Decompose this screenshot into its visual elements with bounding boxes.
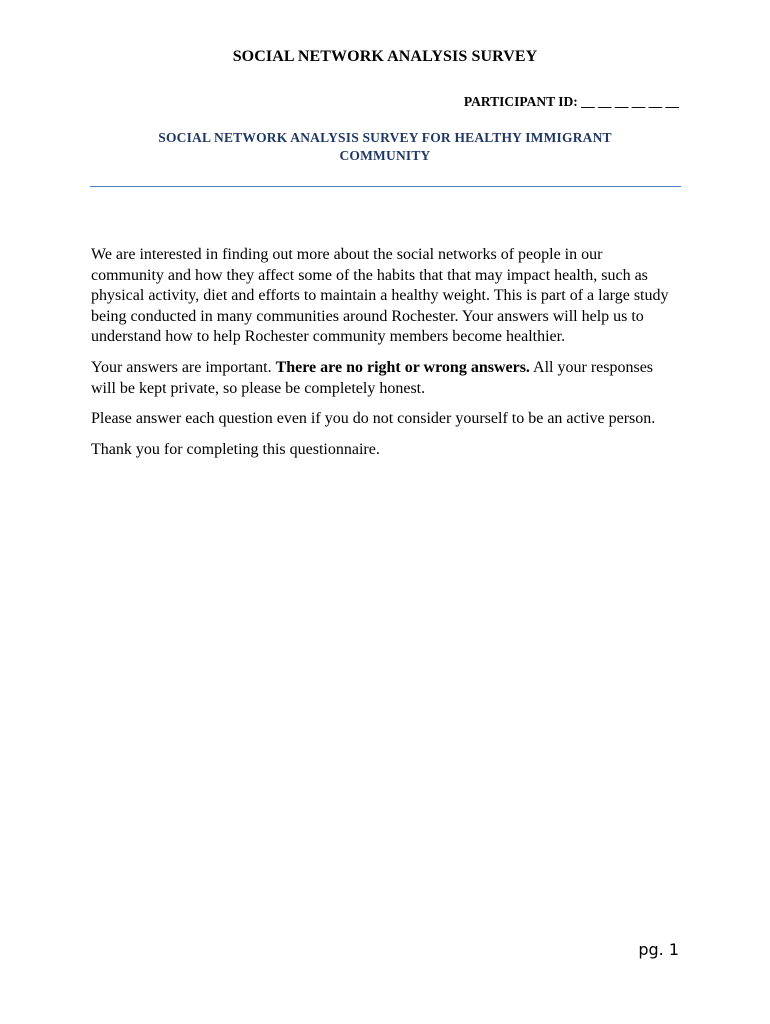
intro-paragraph-2 [91,358,676,399]
subtitle-line-1: SOCIAL NETWORK ANALYSIS SURVEY FOR HEALTHY IMMIGRANT [158,130,612,145]
intro-text [91,245,676,470]
intro-paragraph-2-start: Your answers are important. [91,358,276,376]
subtitle-line-2: COMMUNITY [339,148,431,163]
survey-subtitle [110,129,660,165]
intro-paragraph-2-end: All your responses will be kept private, so please be completely honest. [91,358,654,397]
survey-title: SOCIAL NETWORK ANALYSIS SURVEY [232,48,538,65]
participant-id-label: PARTICIPANT ID: __ __ __ __ __ __ [463,94,679,109]
intro-paragraph-3: Please answer each question even if you do not consider yourself to be an active person. [91,410,656,428]
page-number: pg. 1 [638,940,679,959]
intro-paragraph-2-emphasis: There are no right or wrong answers. [275,358,530,376]
header-divider [90,186,681,187]
intro-paragraph-4: Thank you for completing this questionnaire. [91,440,380,458]
intro-paragraph-1: We are interested in finding out more about the social networks of people in our community and how they affect some of the habits that that may impact health, such as physical activity, diet and efforts to maintain a healthy weight. This is part of a large study being conducted in many communities around Rochester. Your answers will help us to understand how to help Rochester community members become healthier. [91,246,669,346]
